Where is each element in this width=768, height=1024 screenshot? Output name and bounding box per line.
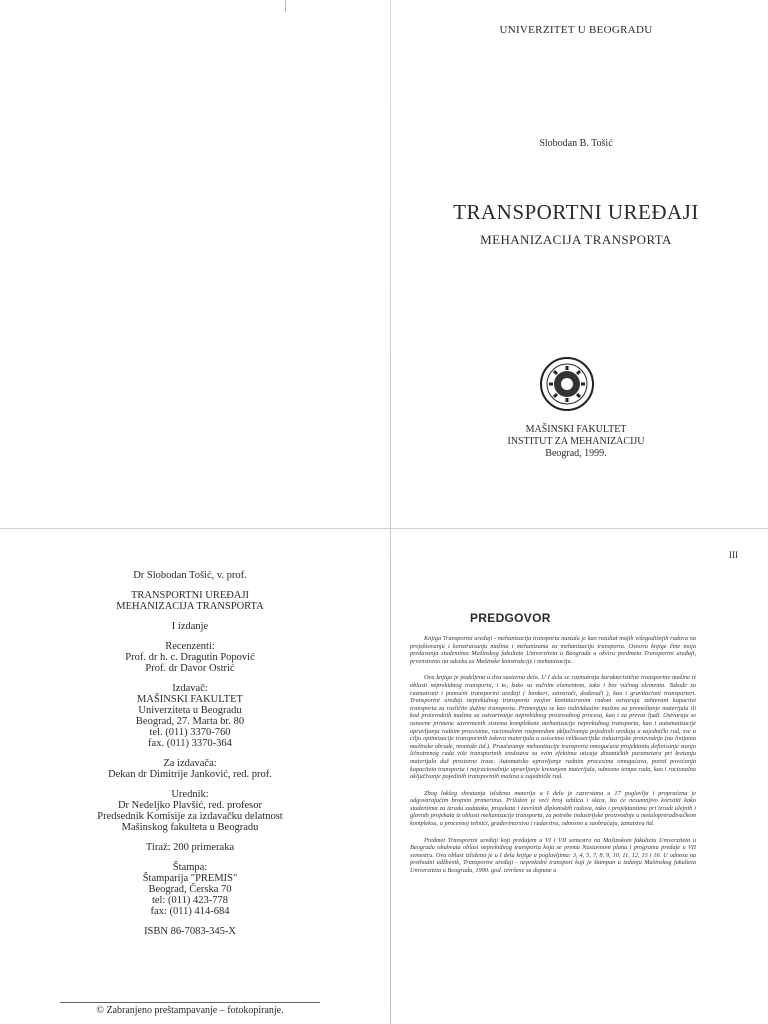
publisher-university: Univerziteta u Beogradu xyxy=(138,705,242,716)
preface-page xyxy=(384,512,768,1024)
book-title: TRANSPORTNI UREĐAJI xyxy=(453,200,699,224)
institution-block xyxy=(384,424,768,460)
preface-body xyxy=(410,635,696,884)
printer-name: Štamparija "PREMIS" xyxy=(142,873,238,884)
imprint-edition: I izdanje xyxy=(171,621,209,632)
publisher-address: Beograd, 27. Marta br. 80 xyxy=(135,716,245,727)
printer-address: Beograd, Čerska 70 xyxy=(148,884,232,895)
preface-paragraph-2: Ova knjiga je podeljena u dva sastavna dela. U I delu se razmatraju karakteristične transportne mašine iz oblasti neprekidnog transporta, i to, kako sa vučnim elementom, tako i bez vučnog elementa. Takođe su razmatrani i pomoćni transportni uređaji ( bunkeri, zatvarači, dodavači ), kao i gravitacioni transporteri. Transportni uređaji neprekidnog transporta svojim kontinuiranim radom ostvaruju zahtevani kapacitet transporta za različite dužine transporta. Primenjuju se kao individualne mašine za premeštanje materijala ili kod proizvodnih mašina za ostvarivanje neprekidnog proizvodnog procesa, kao i za prevoz ljudi. Ostvaruju se osnovne primene savremenih sistema kompleksne mehanizacije neprekidnog transporta, kao i automatizacije upravljanja radnim procesima, racionalnim rasporedom uključivanja pojedinih uređaja u zajednički rad, sve u cilju optimizacije transportnih tokova materijala u uslovima velikoserijske industrijske proizvodnje (na linijama mašinske obrade, montaže itd.). Proučavanje mehanizacije transporta omogućava projektantu definisanje stanja ličnotrenog rada više transportnih sredstava sa svim efektima uticaja dinamičkih parametara pri kretanju materijala duž prostorne trase. Automatsko upravljanje radnim procesima omogućava, pored povećanja kapaciteta transporta i najracionalnije upravljanje kretanjem materijala, odnosno tempa rada, kao i racionalno uključivanje pojedinih transportnih mašina u zajednički rad. xyxy=(410,674,696,781)
print-run: Tiraž: 200 primeraka xyxy=(145,842,235,853)
imprint-author: Dr Slobodan Tošić, v. prof. xyxy=(133,570,247,581)
publisher-fax: fax. (011) 3370-364 xyxy=(148,738,232,749)
preface-heading: PREDGOVOR xyxy=(470,611,551,625)
place-year: Beograd, 1999. xyxy=(545,448,607,459)
faculty-name: MAŠINSKI FAKULTET xyxy=(525,424,627,435)
printer-tel: tel: (011) 423-778 xyxy=(151,895,228,906)
editor-label: Urednik: xyxy=(171,789,209,800)
for-publisher: Dekan dr Dimitrije Janković, red. prof. xyxy=(108,769,272,780)
reviewer-2: Prof. dr Davor Ostrić xyxy=(145,663,235,674)
printer-fax: fax: (011) 414-684 xyxy=(150,906,230,917)
publisher-name: MAŠINSKI FAKULTET xyxy=(137,694,243,705)
preface-paragraph-4: Predmet Transportni uređaji koji predajem u VI i VII semestru na Mašinskom fakultetu Univerziteta u Beogradu obuhvata oblast neprekidnog transporta koja se prema Nastavnom planu i programu predaje u VII semestru. Ova oblast izložena je u I delu knjige u poglavljima: 3, 4, 5, 7, 8, 9, 10, 11, 12, 15 i 16. U odnosu na prethodni udžbenik, Transportni uređaji - neprekidni transport koji je štampan u izdanju Mašinskog fakulteta Univerziteta u Beogradu, 1990. god. izvršene su dopune u xyxy=(410,836,696,875)
title-page xyxy=(384,0,768,512)
imprint-block xyxy=(60,570,320,937)
editor-role: Predsednik Komisije za izdavačku delatnost xyxy=(97,811,283,822)
university-name: UNIVERZITET U BEOGRADU xyxy=(499,24,653,36)
university-seal-icon xyxy=(539,356,595,412)
isbn: ISBN 86-7083-345-X xyxy=(144,926,236,937)
blank-page xyxy=(0,0,384,512)
editor-name: Dr Nedeljko Plavšić, red. profesor xyxy=(117,800,263,811)
book-subtitle: MEHANIZACIJA TRANSPORTA xyxy=(480,232,672,247)
publisher-tel: tel. (011) 3370-760 xyxy=(149,727,231,738)
institute-name: INSTITUT ZA MEHANIZACIJU xyxy=(507,436,645,447)
editor-faculty: Mašinskog fakulteta u Beogradu xyxy=(121,822,259,833)
reviewers-label: Recenzenti: xyxy=(165,641,215,652)
printing-label: Štampa: xyxy=(172,862,208,873)
preface-paragraph-3: Zbog lakšeg shvatanja izložena materija u I delu je razvrstana u 17 poglavlja i propraćena je odgovarajućim brojnim primerima. Priložen je veći broj tablica i skica, što će nesumnjivo koristiti kako studentima za izradu zadataka, projekata i završnih diplomskih radova, tako i projektantima pri izradi idejnih i glavnih projekata iz oblasti mehanizacije transporta, za potrebe industrijske proizvodnje u metaloprerađivačkom kompleksu, u procesnoj tehnici, građevinarstvu i rudarstvu, odnosno u saobraćaju, zanatstvu itd. xyxy=(410,789,696,828)
imprint-title: TRANSPORTNI UREĐAJI xyxy=(130,590,250,601)
copyright-notice: © Zabranjeno preštampavanje – fotokopiranje. xyxy=(60,1002,320,1016)
preface-paragraph-1: Knjiga Transportni uređaji - mehanizacija transporta nastala je kao rezultat mojih višegodišnjih radova na projektovanju i konstruisanju mašina i mehanizama za mehanizaciju transporta. Osnovu knjige čine moja predavanja studentima Mašinskog fakulteta Univerziteta u Beogradu u okviru predmeta Transportni uređaji, prvenstveno na odseku za Mašinske konstrukcije i mehanizaciju. xyxy=(410,635,696,665)
imprint-subtitle: MEHANIZACIJA TRANSPORTA xyxy=(116,601,264,612)
page-number: III xyxy=(729,550,738,560)
reviewer-1: Prof. dr h. c. Dragutin Popović xyxy=(125,652,255,663)
imprint-page xyxy=(0,512,384,1024)
for-publisher-label: Za izdavača: xyxy=(163,758,217,769)
author-name: Slobodan B. Tošić xyxy=(539,138,613,149)
publisher-label: Izdavač: xyxy=(172,683,208,694)
